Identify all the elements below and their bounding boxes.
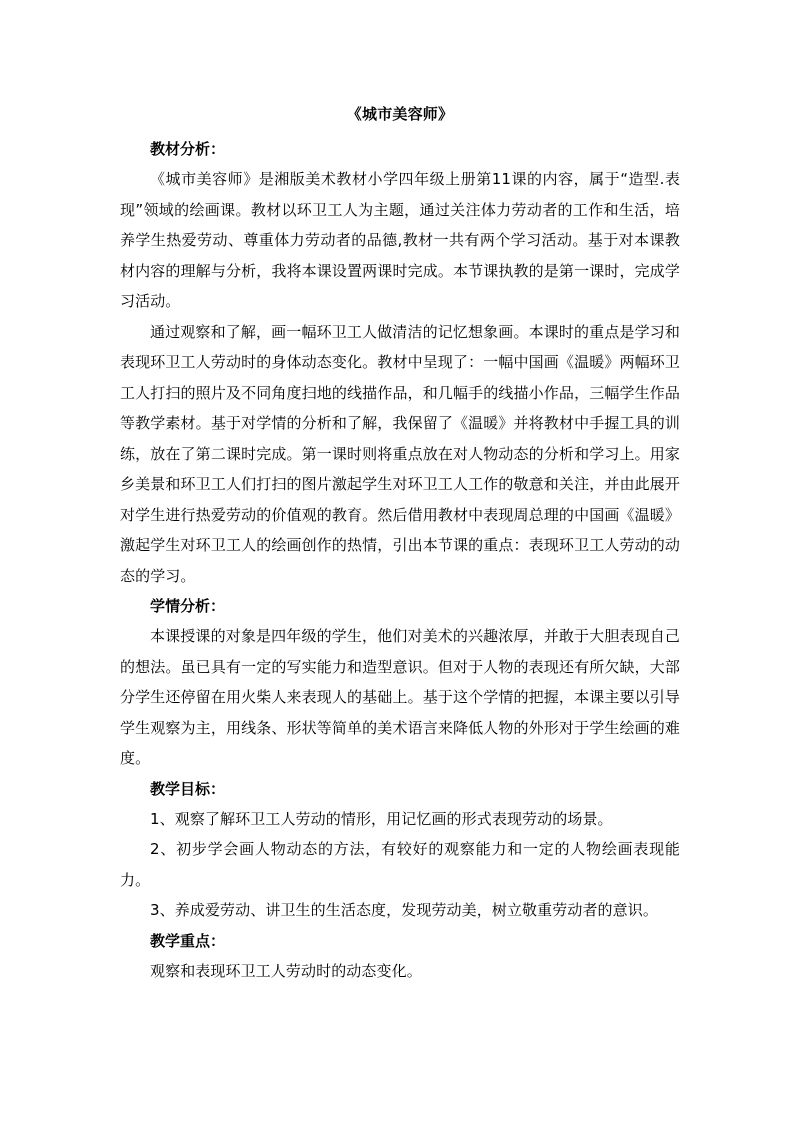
document-page bbox=[120, 102, 680, 986]
section-heading: 教学目标： bbox=[150, 779, 226, 798]
section-student-analysis bbox=[120, 591, 680, 774]
paragraph: 《城市美容师》是湘版美术教材小学四年级上册第11课的内容，属于“造型.表现”领域的绘画课。教材以环卫工人为主题，通过关注体力劳动者的工作和生活，培养学生热爱劳动、尊重体力劳动者的品德,教材一共有两个学习活动。基于对本课教材内容的理解与分析，我将本课设置两课时完成。本节课执教的是第一课时，完成学习活动。 bbox=[120, 170, 680, 310]
section-teaching-goals bbox=[120, 774, 680, 926]
section-heading: 学情分析： bbox=[150, 597, 226, 615]
paragraph: 本课授课的对象是四年级的学生，他们对美术的兴趣浓厚，并敢于大胆表现自己的想法。虽已具有一定的写实能力和造型意识。但对于人物的表现还有所欠缺，大部分学生还停留在用火柴人来表现人的基础上。基于这个学情的把握，本课主要以引导学生观察为主，用线条、形状等简单的美术语言来降低人物的外形对于学生绘画的难度。 bbox=[120, 627, 680, 767]
document-title: 《城市美容师》 bbox=[346, 105, 454, 123]
section-heading: 教学重点： bbox=[150, 931, 226, 950]
section-heading: 教材分析： bbox=[150, 140, 226, 158]
goal-item: 3、养成爱劳动、讲卫生的生活态度，发现劳动美，树立敬重劳动者的意识。 bbox=[150, 901, 658, 919]
paragraph: 通过观察和了解，画一幅环卫工人做清洁的记忆想象画。本课时的重点是学习和表现环卫工人劳动时的身体动态变化。教材中呈现了：一幅中国画《温暖》两幅环卫工人打扫的照片及不同角度扫地的线描作品，和几幅手的线描小作品，三幅学生作品等教学素材。基于对学情的分析和了解，我保留了《温暖》并将教材中手握工具的训练，放在了第二课时完成。第一课时则将重点放在对人物动态的分析和学习上。用家乡美景和环卫工人们打扫的图片激起学生对环卫工人工作的敬意和关注，并由此展开对学生进行热爱劳动的价值观的教育。然后借用教材中表现周总理的中国画《温暖》激起学生对环卫工人的绘画创作的热情，引出本节课的重点：表现环卫工人劳动的动态的学习。 bbox=[120, 322, 680, 585]
goal-item: 1、观察了解环卫工人劳动的情形，用记忆画的形式表现劳动的场景。 bbox=[150, 809, 613, 828]
goal-item: 2、初步学会画人物动态的方法，有较好的观察能力和一定的人物绘画表现能力。 bbox=[120, 840, 680, 889]
section-teaching-focus bbox=[120, 926, 680, 987]
paragraph: 观察和表现环卫工人劳动时的动态变化。 bbox=[150, 961, 422, 980]
section-textbook-analysis bbox=[120, 134, 680, 591]
